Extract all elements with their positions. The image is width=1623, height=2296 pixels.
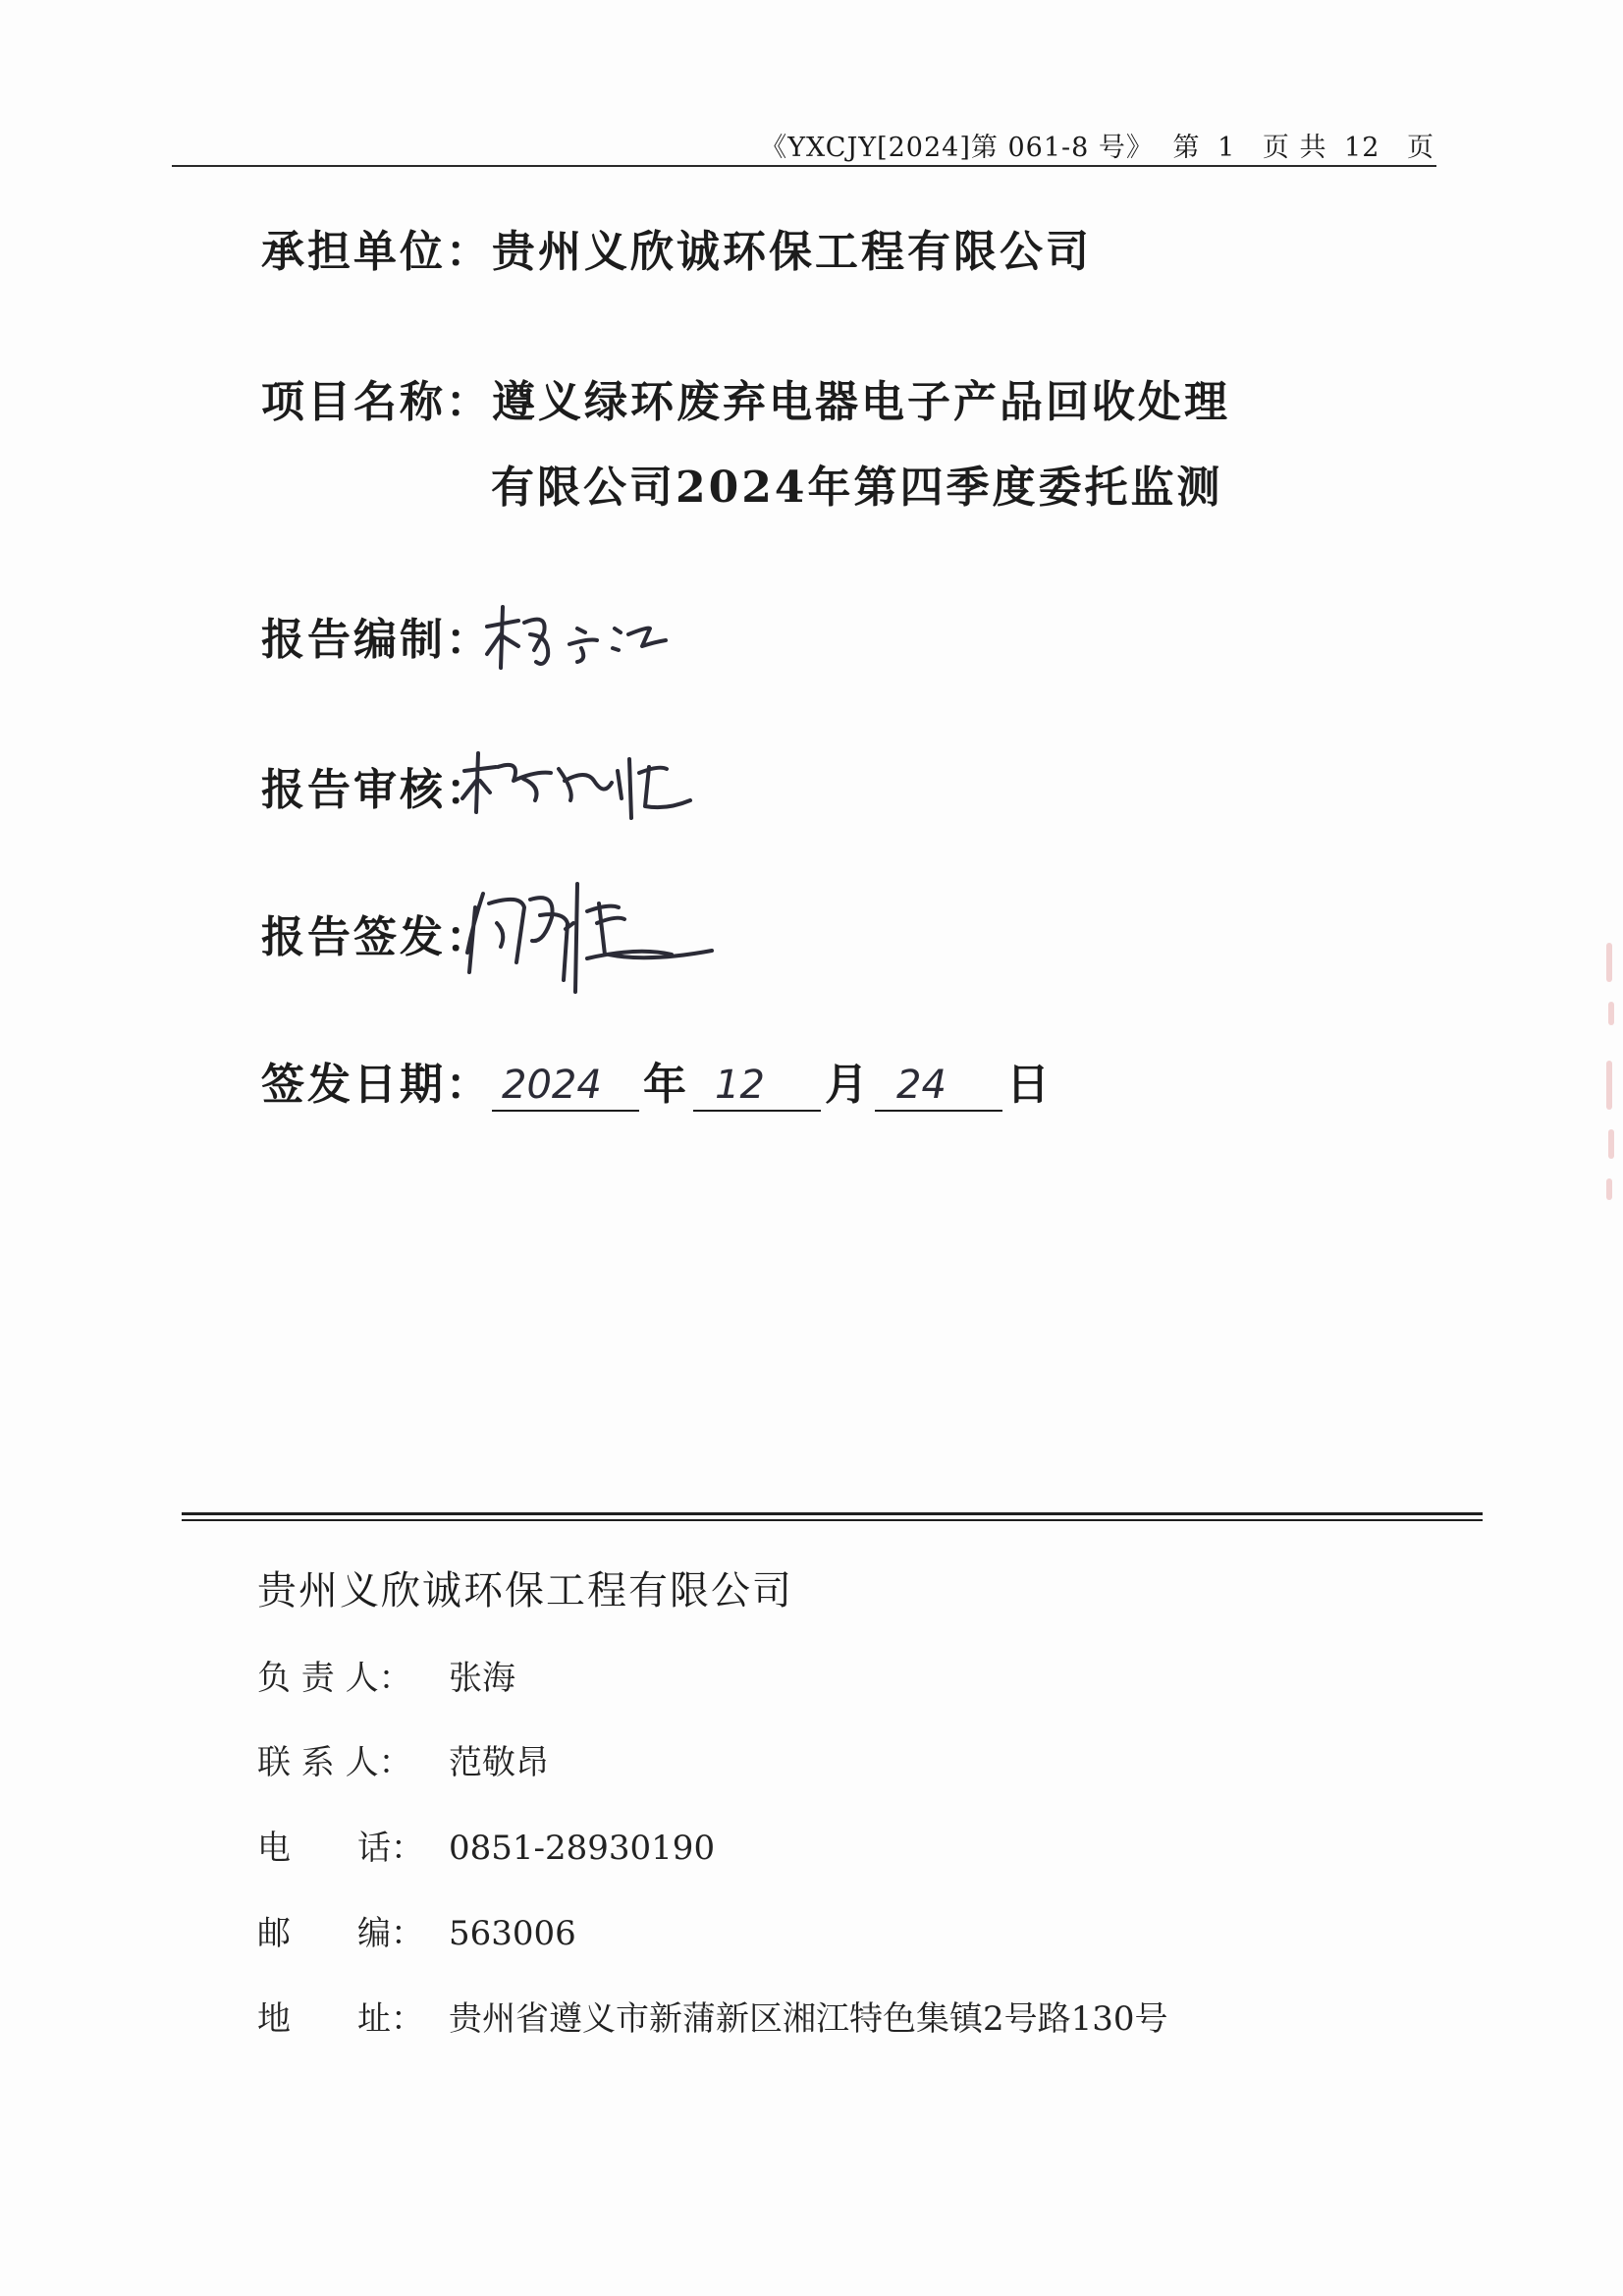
- issue-day-handwritten: 24: [896, 1063, 947, 1108]
- issue-date-row: [261, 1049, 1056, 1112]
- year-unit: 年: [643, 1060, 689, 1110]
- seal-edge-mark: [1606, 1061, 1612, 1110]
- responsible-label: 负 责 人：: [257, 1659, 412, 1698]
- responsible-value: 张海: [449, 1659, 515, 1698]
- contact-row-address: [257, 1992, 1168, 2040]
- review-label: 报告审核：: [261, 765, 492, 815]
- undertaker-value: 贵州义欣诚环保工程有限公司: [492, 227, 1092, 277]
- compile-label: 报告编制：: [261, 615, 492, 665]
- phone-value: 0851-28930190: [449, 1829, 716, 1868]
- address-label: 地 址：: [257, 1999, 424, 2039]
- footer-rule-thin: [182, 1519, 1483, 1521]
- project-row: [261, 366, 1230, 429]
- contact-row-responsible: [257, 1651, 515, 1699]
- header-rule: [172, 165, 1436, 167]
- issue-year-handwritten: 2024: [502, 1063, 602, 1108]
- undertaker-label: 承担单位：: [261, 227, 492, 277]
- contact-value: 范敬昂: [449, 1743, 549, 1782]
- page-header: [750, 126, 1434, 164]
- address-value: 贵州省遵义市新蒲新区湘江特色集镇2号路130号: [449, 1999, 1168, 2039]
- month-unit: 月: [825, 1060, 871, 1110]
- page-prefix: 第: [1172, 133, 1201, 163]
- seal-edge-mark: [1606, 1178, 1612, 1200]
- document-number: 《YXCJY[2024]第 061-8 号》: [760, 133, 1154, 163]
- day-unit: 日: [1006, 1060, 1053, 1110]
- issue-month-blank: [693, 1063, 821, 1112]
- page-suffix: 页: [1407, 133, 1434, 163]
- contact-label: 联 系 人：: [257, 1743, 412, 1782]
- issue-label: 报告签发：: [261, 912, 492, 962]
- seal-edge-mark: [1608, 1129, 1614, 1159]
- issuer-signature: [461, 864, 722, 1011]
- footer-company-name: 贵州义欣诚环保工程有限公司: [257, 1568, 793, 1613]
- postcode-label: 邮 编：: [257, 1914, 424, 1953]
- contact-row-phone: [257, 1821, 715, 1869]
- project-name-line2: 有限公司2024年第四季度委托监测: [491, 463, 1223, 513]
- project-name-line1: 遵义绿环废弃电器电子产品回收处理: [492, 377, 1230, 427]
- undertaker-row: [261, 216, 1092, 279]
- phone-label: 电 话：: [257, 1829, 424, 1868]
- contact-row-postcode: [257, 1906, 576, 1954]
- compiler-signature: [479, 599, 676, 678]
- total-page-count: 12: [1344, 133, 1380, 163]
- issue-month-handwritten: 12: [715, 1063, 765, 1108]
- reviewer-signature: [457, 741, 702, 830]
- footer-rule-thick: [182, 1512, 1483, 1515]
- postcode-value: 563006: [449, 1914, 576, 1953]
- issue-year-blank: [492, 1063, 639, 1112]
- issue-date-label: 签发日期：: [261, 1060, 492, 1110]
- seal-edge-mark: [1608, 1002, 1614, 1025]
- compile-row: [261, 604, 492, 667]
- issue-day-blank: [875, 1063, 1002, 1112]
- project-label: 项目名称：: [261, 377, 492, 427]
- current-page-number: 1: [1217, 133, 1236, 163]
- contact-row-contact: [257, 1735, 549, 1783]
- seal-edge-mark: [1606, 943, 1612, 982]
- issue-row: [261, 902, 492, 964]
- page-mid-text: 页 共: [1262, 133, 1327, 163]
